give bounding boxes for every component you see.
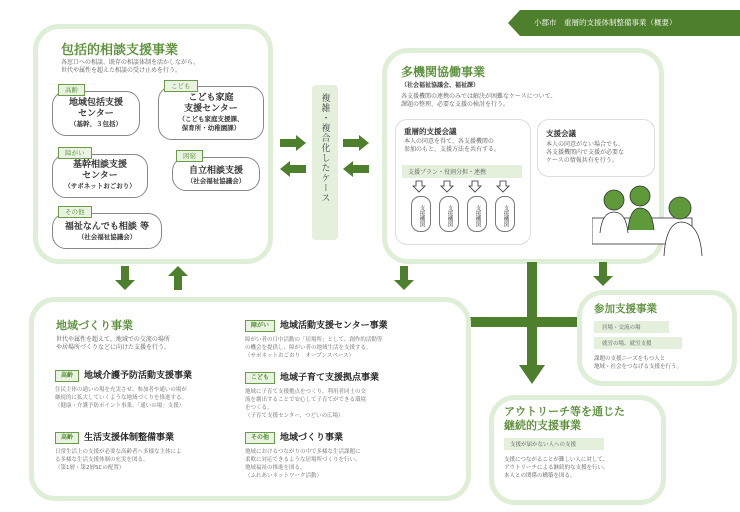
desc-line: 本人との関係の構築を図る。	[504, 473, 576, 479]
desc-line: 各支援機関内で支援が必要な	[546, 149, 625, 156]
unit-name: 地域包括支援	[68, 98, 123, 108]
desc-line: 日常生活上の支援が必要な高齢者へ多様な主体によ	[55, 448, 182, 455]
arrow-right-icon	[343, 135, 369, 151]
community-title: 地域づくり事業	[56, 319, 133, 332]
unit-name: 自立相談支援	[188, 166, 243, 176]
unit-note: （社会福祉協議会）	[77, 233, 137, 241]
desc-line: 世代や属性を超えた相談の受け止めを行う。	[61, 67, 182, 74]
unit-note: （社会福祉協議会）	[186, 177, 246, 185]
desc-line: 本人の同意を得て、各支援機関の	[404, 138, 494, 145]
unit-note: （こども家庭支援課、	[178, 115, 244, 123]
unit-name: 支援センター	[184, 104, 238, 114]
outreach-title	[504, 405, 625, 433]
multi-desc	[401, 93, 556, 109]
complex-case-label	[312, 85, 338, 240]
participation-item: 居場・交流の場	[594, 321, 669, 333]
desc-line: 障がい者の日中活動の「居場所」として、創作的活動等	[245, 336, 383, 343]
desc-line: （ふれあいネットワーク活動）	[245, 472, 323, 479]
desc-line: 世代や属性を超えて、地域での交流の場所	[56, 336, 170, 343]
agency-pill: 支援機関	[411, 196, 431, 232]
tag-poverty: 困窮	[176, 150, 203, 162]
arrows-right-pair	[343, 135, 371, 185]
tag-disability: 障がい	[58, 147, 92, 159]
desc-line: ケースの情報共有を行う。	[546, 157, 618, 164]
desc-line: （サポネットおごおり オープンスペース）	[245, 352, 355, 359]
agency-pill: 支援機関	[467, 196, 487, 232]
tag-children: こども	[164, 80, 198, 92]
title-line: アウトリーチ等を通じた	[504, 405, 625, 418]
item-title: 地域活動支援センター事業	[280, 321, 388, 331]
desc-line: 支援につながることが難しい人に対して、	[504, 457, 609, 463]
desc-line: 住民主体の通いの場を充実させ、参加者や通いの場が	[55, 386, 187, 393]
outreach-bar: 支援が届かない人への支援	[504, 438, 604, 450]
arrow-down-icon	[593, 262, 613, 290]
arrow-down-icon	[115, 266, 135, 290]
meeting2-desc	[546, 141, 624, 165]
community-item	[245, 370, 445, 420]
support-plan-bar: 支援プラン・役割分担・連携	[402, 165, 522, 178]
multi-sub: （社会福祉協議会、福祉課）	[401, 82, 480, 89]
meeting-people-illustration	[592, 178, 707, 258]
item-title: 生活支援体制整備事業	[84, 433, 175, 443]
unit-elderly	[52, 91, 140, 136]
meeting1-desc	[404, 138, 500, 154]
desc-line: 流を創出することで安心して子育てができる環境	[245, 396, 367, 403]
comprehensive-desc	[61, 59, 199, 75]
support-meeting	[537, 119, 655, 177]
desc-line: 地域・社会をつなげる支援を行う。	[594, 364, 683, 370]
arrow-left-icon	[280, 161, 306, 177]
unit-name: センター	[82, 171, 118, 181]
arrow-left-icon	[343, 161, 369, 177]
desc-line: 地域におけるつながりの中で多様な生活課題に	[245, 448, 361, 455]
desc-line: アウトリーチによる継続的な支援を行い、	[504, 465, 609, 471]
participation-support-box	[577, 290, 737, 386]
page-title: 小郡市 重層的支援体制整備事業（概要）	[534, 18, 677, 27]
arrows-left-pair	[280, 135, 308, 185]
arrow-right-icon	[280, 135, 306, 151]
community-item	[245, 318, 445, 360]
arrow-up-icon	[168, 266, 188, 290]
multi-title: 多機関協働事業	[401, 65, 486, 79]
arrow-down-icon	[394, 266, 414, 294]
desc-line: や居場所づくりなどに向けた支援を行う。	[56, 344, 171, 351]
item-tag: その他	[245, 432, 275, 444]
community-item	[55, 430, 240, 472]
meeting1-title: 重層的支援会議	[404, 127, 457, 136]
item-title: 地域子育て支援拠点事業	[280, 373, 380, 383]
unit-disability	[52, 154, 148, 198]
desc-line: 地域に子育て支援拠点をつくり、利用者同士の交	[245, 388, 367, 395]
comprehensive-title: 包括的相談支援事業	[61, 43, 179, 58]
item-title: 地域介護予防活動支援事業	[84, 371, 193, 381]
item-tag: 高齢	[55, 432, 79, 444]
outreach-support-box	[489, 395, 666, 505]
item-tag: こども	[245, 372, 275, 384]
desc-line: 各支援機関の連携のみでは解決が困難なケースについて、	[401, 93, 557, 100]
participation-item: 就労の場、就労支援	[594, 337, 682, 349]
unit-name: こども家庭	[188, 93, 234, 103]
desc-line: （健康・介護予防ポイント事業、「通いの場」支援）	[55, 402, 185, 409]
desc-line: 柔軟に対応できるような居場所づくりを行い、	[245, 456, 361, 463]
item-tag: 障がい	[245, 320, 275, 332]
agency-pill: 支援機関	[439, 196, 459, 232]
item-tag: 高齢	[55, 370, 79, 382]
agency-pill: 支援機関	[495, 196, 515, 232]
desc-line: 参加のもと、支援方法を共有する。	[404, 146, 501, 153]
desc-line: 地域福祉の推進を図る。	[245, 464, 306, 471]
unit-name: センター	[78, 109, 114, 119]
meeting2-title: 支援会議	[546, 129, 576, 138]
desc-line: （第1層・第2層SCの配置）	[55, 464, 125, 471]
community-desc	[56, 336, 170, 352]
arrows-between-top-bottom	[115, 266, 195, 294]
unit-name: 基幹相談支援	[72, 160, 127, 170]
down-arrows	[412, 180, 522, 194]
desc-line: る多様な生活支援体制の充実を図る。	[55, 456, 149, 463]
header-banner	[508, 10, 740, 36]
community-item	[55, 368, 240, 410]
title-line: 継続的支援事業	[504, 419, 581, 432]
desc-line: 各窓口への相談、既存の相談体制を活かしながら、	[61, 59, 200, 66]
unit-note: （基幹、３包括）	[70, 120, 122, 128]
tiered-support-meeting	[395, 119, 531, 245]
unit-other	[52, 213, 162, 249]
desc-line: 継続的に拡大していくような地域づくりを推進する。	[55, 394, 188, 401]
tag-elderly: 高齢	[58, 84, 85, 96]
outreach-desc	[504, 456, 609, 480]
community-item	[245, 430, 445, 480]
unit-note: （サポネットおごおり）	[64, 182, 136, 190]
unit-poverty	[172, 157, 260, 191]
item-title: 地域づくり事業	[280, 433, 344, 443]
unit-note: 保育所・幼稚園課）	[181, 124, 241, 132]
tag-other: その他	[58, 206, 92, 218]
unit-children	[158, 86, 264, 140]
desc-line: （子育て支援センター、つどいの広場）	[245, 412, 344, 419]
complex-case-text: 複雑・複合化したケース	[319, 93, 330, 203]
desc-line: 課題の整理、必要な支援の検討を行う。	[401, 101, 510, 108]
desc-line: 課題の支援ニーズをもつ人と	[594, 356, 666, 362]
participation-desc	[594, 355, 682, 371]
desc-line: をつくる。	[245, 404, 273, 411]
participation-title: 参加支援事業	[594, 303, 657, 315]
desc-line: の機会を提供し、障がい者の地域生活を支援する。	[245, 344, 372, 351]
unit-name: 福祉なんでも相談 等	[64, 222, 150, 232]
desc-line: 本人の同意がない場合でも、	[546, 141, 625, 148]
